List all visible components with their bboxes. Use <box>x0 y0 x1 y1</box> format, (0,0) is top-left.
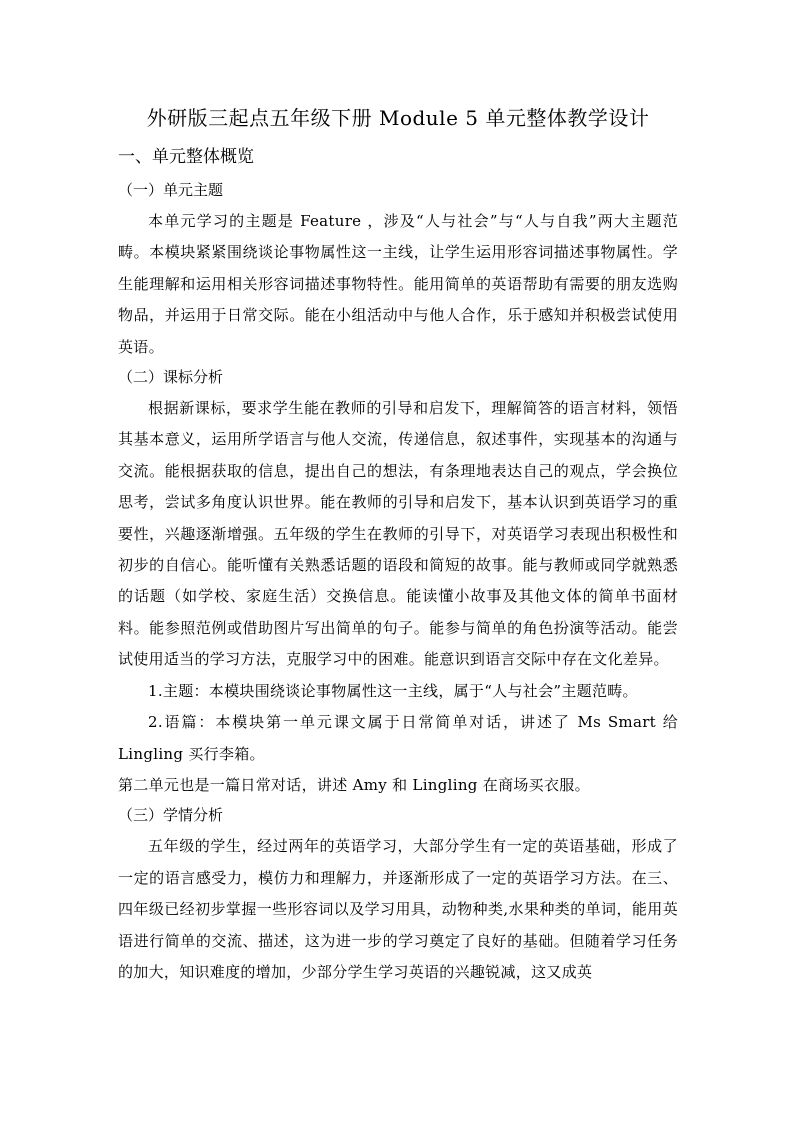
document-page <box>118 100 678 988</box>
section-heading-overview: 一、单元整体概览 <box>118 147 254 167</box>
paragraph-curriculum: 根据新课标，要求学生能在教师的引导和启发下，理解简答的语言材料，领悟其基本意义，运用所学语言与他人交流，传递信息，叙述事件，实现基本的沟通与交流。能根据获取的信息，提出自己的想法，有条理地表达自己的观点，学会换位思考，尝试多角度认识世界。能在教师的引导和启发下，基本认识到英语学习的重要性，兴趣逐渐增强。五年级的学生在教师的引导下，对英语学习表现出积极性和初步的自信心。能听懂有关熟悉话题的语段和简短的故事。能与教师或同学就熟悉的话题（如学校、家庭生活）交换信息。能读懂小故事及其他文体的简单书面材料。能参照范例或借助图片写出简单的句子。能参与简单的角色扮演等活动。能尝试使用适当的学习方法，克服学习中的困难。能意识到语言交际中存在文化差异。 <box>118 399 678 669</box>
subsection-heading-curriculum: （二）课标分析 <box>118 368 224 387</box>
document-title: 外研版三起点五年级下册 Module 5 单元整体教学设计 <box>146 106 650 130</box>
subsection-heading-learners: （三）学情分析 <box>118 806 224 825</box>
paragraph-theme: 本单元学习的主题是 Feature ，涉及“人与社会”与“人与自我”两大主题范畴。本模块紧紧围绕谈论事物属性这一主线，让学生运用形容词描述事物属性。学生能理解和运用相关形容词描述事物特性。能用简单的英语帮助有需要的朋友选购物品，并运用于日常交际。能在小组活动中与他人合作，乐于感知并积极尝试使用英语。 <box>118 212 678 356</box>
paragraph-unit-two: 第二单元也是一篇日常对话，讲述 Amy 和 Lingling 在商场买衣服。 <box>118 775 590 794</box>
list-item-topic: 1.主题：本模块围绕谈论事物属性这一主线，属于“人与社会”主题范畴。 <box>148 681 638 700</box>
paragraph-learners: 五年级的学生，经过两年的英语学习，大部分学生有一定的英语基础，形成了一定的语言感受力，模仿力和理解力，并逐渐形成了一定的英语学习方法。在三、四年级已经初步掌握一些形容词以及学习用具，动物种类,水果种类的单词，能用英语进行简单的交流、描述，这为进一步的学习奠定了良好的基础。但随着学习任务的加大，知识难度的增加，少部分学生学习英语的兴趣锐减，这又成英 <box>118 837 678 981</box>
list-item-discourse: 2.语篇：本模块第一单元课文属于日常简单对话，讲述了 Ms Smart 给 Lingling 买行李箱。 <box>118 713 678 763</box>
subsection-heading-theme: （一）单元主题 <box>118 181 224 199</box>
